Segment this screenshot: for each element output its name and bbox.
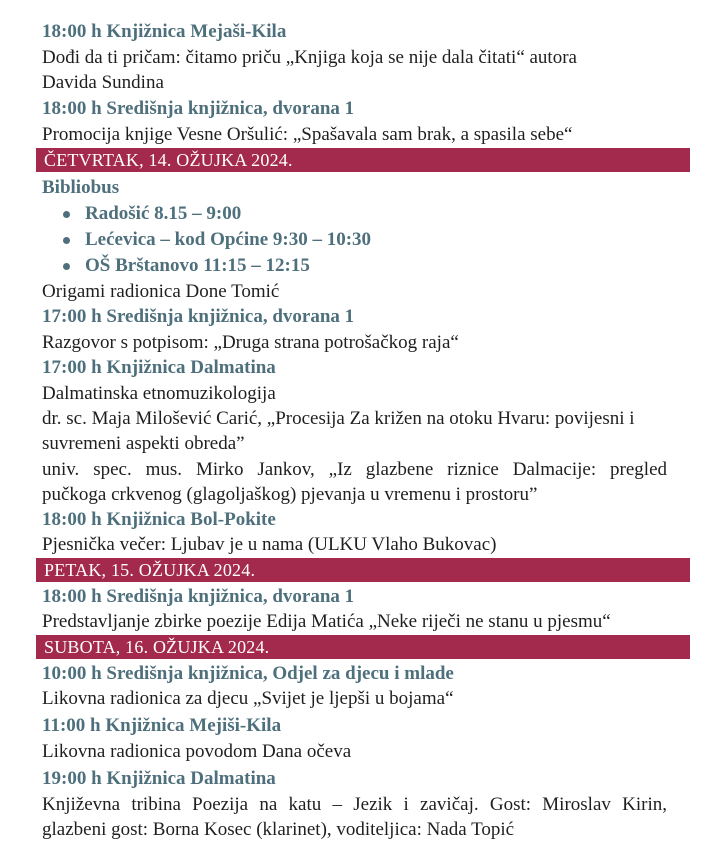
event-description: Likovna radionica za djecu „Svijet je ljepši u bojama“ [42, 688, 454, 709]
event-heading: 18:00 h Knjižnica Mejaši-Kila [42, 21, 287, 42]
bullet-icon [63, 263, 70, 270]
bullet-icon [63, 237, 70, 244]
event-heading: 18:00 h Središnja knjižnica, dvorana 1 [42, 98, 355, 119]
event-description: Dalmatinska etnomuzikologija [42, 383, 276, 404]
bibliobus-heading: Bibliobus [42, 177, 120, 198]
bullet-icon [63, 211, 70, 218]
event-heading: 18:00 h Središnja knjižnica, dvorana 1 [42, 586, 355, 607]
event-description: pučkoga crkvenog (glagoljaškog) pjevanja u vremenu i prostoru” [42, 484, 538, 505]
event-description: suvremeni aspekti obreda” [42, 433, 245, 454]
event-heading: 11:00 h Knjižnica Mejiši-Kila [42, 715, 282, 736]
event-heading: 17:00 h Knjižnica Dalmatina [42, 357, 276, 378]
bibliobus-stop: Radošić 8.15 – 9:00 [85, 203, 242, 224]
day-label: PETAK, 15. OŽUJKA 2024. [44, 560, 256, 580]
event-description: Origami radionica Done Tomić [42, 281, 280, 302]
event-heading: 10:00 h Središnja knjižnica, Odjel za djecu i mlade [42, 663, 454, 684]
event-description: Razgovor s potpisom: „Druga strana potrošačkog raja“ [42, 332, 459, 353]
day-label: SUBOTA, 16. OŽUJKA 2024. [44, 637, 270, 657]
event-heading: 19:00 h Knjižnica Dalmatina [42, 768, 276, 789]
event-heading: 18:00 h Knjižnica Bol-Pokite [42, 509, 276, 530]
event-description: Davida Sundina [42, 72, 164, 93]
event-description: Predstavljanje zbirke poezije Edija Matića „Neke riječi ne stanu u pjesmu“ [42, 611, 611, 632]
bibliobus-stop: OŠ Brštanovo 11:15 – 12:15 [85, 255, 310, 276]
event-description: univ. spec. mus. Mirko Jankov, „Iz glazbene riznice Dalmacije: pregled [42, 459, 667, 480]
event-description: Dođi da ti pričam: čitamo priču „Knjiga koja se nije dala čitati“ autora [42, 47, 577, 68]
bibliobus-stop: Lećevica – kod Općine 9:30 – 10:30 [85, 229, 372, 250]
day-band-saturday [36, 635, 690, 659]
event-description: Likovna radionica povodom Dana očeva [42, 741, 352, 762]
event-description: Pjesnička večer: Ljubav je u nama (ULKU Vlaho Bukovac) [42, 534, 497, 555]
event-description: glazbeni gost: Borna Kosec (klarinet), voditeljica: Nada Topić [42, 819, 515, 840]
event-description: Književna tribina Poezija na katu – Jezik i zavičaj. Gost: Miroslav Kirin, [42, 794, 667, 815]
event-description: Promocija knjige Vesne Oršulić: „Spašavala sam brak, a spasila sebe“ [42, 124, 573, 145]
day-band-thursday [36, 148, 690, 172]
event-heading: 17:00 h Središnja knjižnica, dvorana 1 [42, 306, 355, 327]
day-band-friday [36, 558, 690, 582]
day-label: ČETVRTAK, 14. OŽUJKA 2024. [44, 150, 293, 170]
event-description: dr. sc. Maja Milošević Carić, „Procesija Za križen na otoku Hvaru: povijesni i [42, 408, 635, 429]
